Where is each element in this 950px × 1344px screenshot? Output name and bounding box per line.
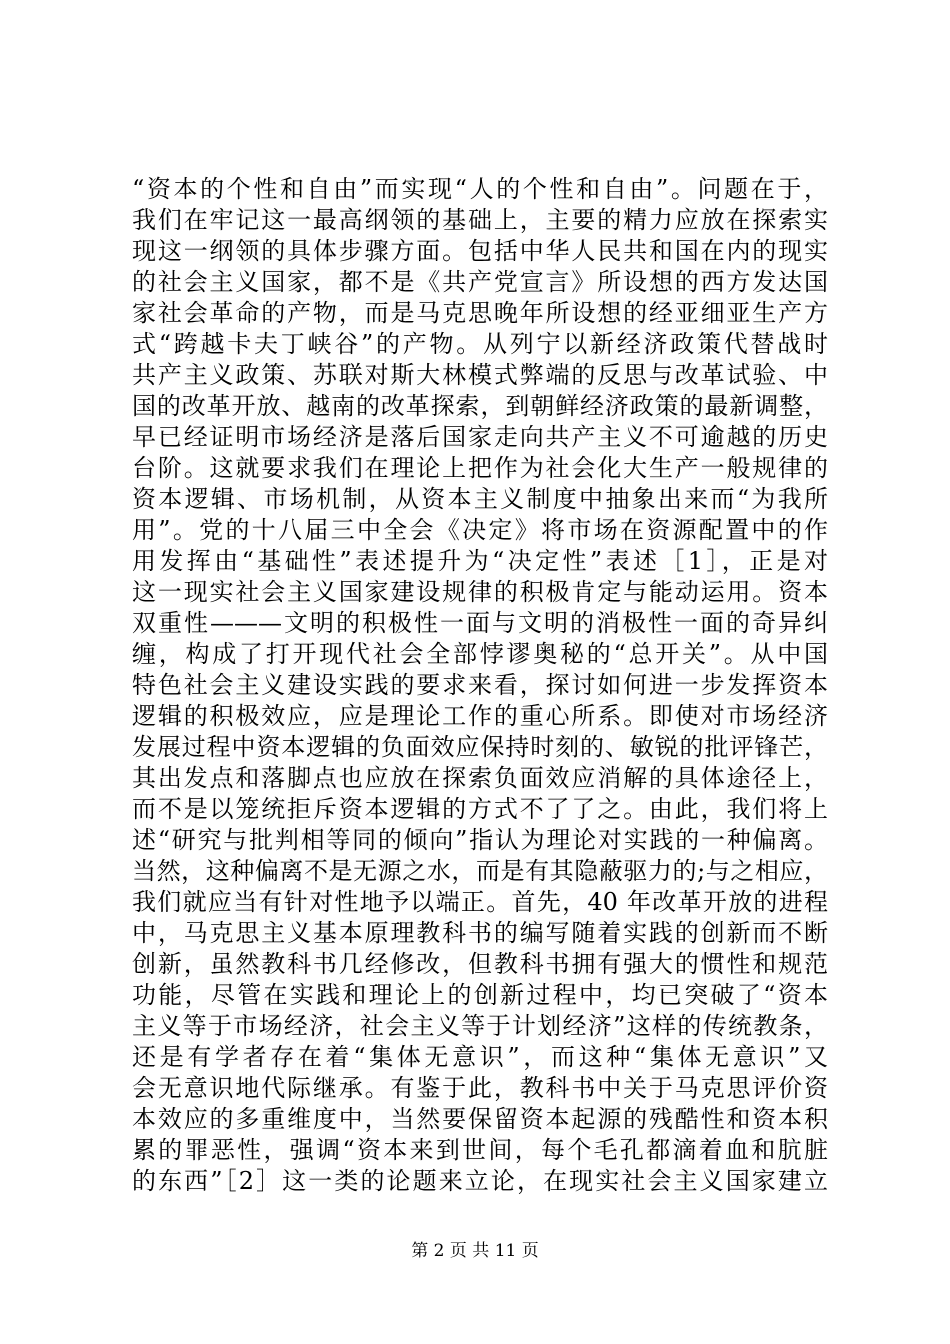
text-line: 当然，这种偏离不是无源之水，而是有其隐蔽驱力的;与之相应，: [132, 857, 828, 885]
text-line: 而不是以笼统拒斥资本逻辑的方式不了了之。由此，我们将上: [132, 795, 828, 823]
text-line: 其出发点和落脚点也应放在探索负面效应消解的具体途径上，: [132, 764, 828, 792]
text-line: 我们在牢记这一最高纲领的基础上，主要的精力应放在探索实: [132, 206, 828, 234]
body-text: [132, 174, 828, 1197]
text-line: 这一现实社会主义国家建设规律的积极肯定与能动运用。资本: [132, 578, 828, 606]
text-line: 功能，尽管在实践和理论上的创新过程中，均已突破了“资本: [132, 981, 828, 1009]
text-line: 共产主义政策、苏联对斯大林模式弊端的反思与改革试验、中: [132, 361, 828, 389]
text-line: 还是有学者存在着“集体无意识”，而这种“集体无意识”又: [132, 1043, 828, 1071]
text-line: 台阶。这就要求我们在理论上把作为社会化大生产一般规律的: [132, 454, 828, 482]
text-line: 用发挥由“基础性”表述提升为“决定性”表述［1］，正是对: [132, 547, 828, 575]
text-line: 式“跨越卡夫丁峡谷”的产物。从列宁以新经济政策代替战时: [132, 330, 828, 358]
text-line: 早已经证明市场经济是落后国家走向共产主义不可逾越的历史: [132, 423, 828, 451]
text-line: 缠，构成了打开现代社会全部悖谬奥秘的“总开关”。从中国: [132, 640, 828, 668]
text-line: 国的改革开放、越南的改革探索，到朝鲜经济政策的最新调整，: [132, 392, 828, 420]
text-line: 发展过程中资本逻辑的负面效应保持时刻的、敏锐的批评锋芒，: [132, 733, 828, 761]
text-line: 本效应的多重维度中，当然要保留资本起源的残酷性和资本积: [132, 1105, 828, 1133]
text-line: 用”。党的十八届三中全会《决定》将市场在资源配置中的作: [132, 516, 828, 544]
text-line: 中，马克思主义基本原理教科书的编写随着实践的创新而不断: [132, 919, 828, 947]
text-line: 资本逻辑、市场机制，从资本主义制度中抽象出来而“为我所: [132, 485, 828, 513]
text-line: 会无意识地代际继承。有鉴于此，教科书中关于马克思评价资: [132, 1074, 828, 1102]
text-line: 特色社会主义建设实践的要求来看，探讨如何进一步发挥资本: [132, 671, 828, 699]
text-line: “资本的个性和自由”而实现“人的个性和自由”。问题在于，: [132, 175, 828, 203]
page-footer: 第 2 页 共 11 页: [411, 1241, 539, 1261]
text-line: 述“研究与批判相等同的倾向”指认为理论对实践的一种偏离。: [132, 826, 828, 854]
text-line: 累的罪恶性，强调“资本来到世间，每个毛孔都滴着血和肮脏: [132, 1136, 828, 1164]
text-line: 双重性———文明的积极性一面与文明的消极性一面的奇异纠: [132, 609, 828, 637]
text-line: 创新，虽然教科书几经修改，但教科书拥有强大的惯性和规范: [132, 950, 828, 978]
text-line: 主义等于市场经济，社会主义等于计划经济”这样的传统教条，: [132, 1012, 828, 1040]
text-line: 我们就应当有针对性地予以端正。首先，40 年改革开放的进程: [132, 888, 828, 916]
text-line: 的社会主义国家，都不是《共产党宣言》所设想的西方发达国: [132, 268, 828, 296]
text-line: 的东西”［2］这一类的论题来立论，在现实社会主义国家建立: [132, 1167, 828, 1195]
text-line: 逻辑的积极效应，应是理论工作的重心所系。即使对市场经济: [132, 702, 828, 730]
text-line: 家社会革命的产物，而是马克思晚年所设想的经亚细亚生产方: [132, 299, 828, 327]
text-line: 现这一纲领的具体步骤方面。包括中华人民共和国在内的现实: [132, 237, 828, 265]
